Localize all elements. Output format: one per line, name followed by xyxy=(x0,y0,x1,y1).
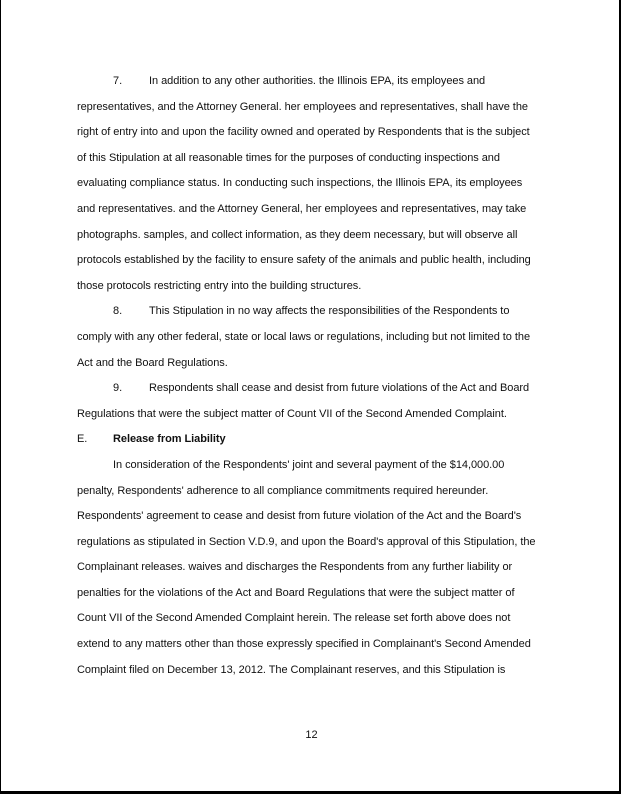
paragraph-line: Respondents' agreement to cease and desist from future violation of the Act and the Board's xyxy=(77,510,522,523)
paragraph-line: 9. Respondents shall cease and desist from future violations of the Act and Board xyxy=(77,376,553,402)
paragraph-7 xyxy=(77,69,553,299)
paragraph-number: 8. xyxy=(113,305,123,318)
section-letter: E. xyxy=(77,433,88,446)
paragraph-line: of this Stipulation at all reasonable times for the purposes of conducting inspections and xyxy=(77,151,500,164)
paragraph-line: penalties for the violations of the Act and Board Regulations that were the subject matter of xyxy=(77,586,515,599)
paragraph-line: protocols established by the facility to ensure safety of the animals and public health, including xyxy=(77,254,531,267)
scan-border-mark xyxy=(0,791,12,793)
paragraph-line: penalty, Respondents' adherence to all compliance commitments required hereunder. xyxy=(77,484,489,497)
paragraph-line: and representatives. and the Attorney General, her employees and representatives, may take xyxy=(77,202,527,215)
paragraph-line: representatives, and the Attorney General. her employees and representatives, shall have the xyxy=(77,100,528,113)
paragraph-line: In consideration of the Respondents' joint and several payment of the $14,000.00 xyxy=(113,458,505,471)
paragraph-line: Complaint filed on December 13, 2012. The Complainant reserves, and this Stipulation is xyxy=(77,663,506,676)
paragraph-9 xyxy=(77,376,553,427)
section-heading xyxy=(77,427,553,453)
section-title: Release from Liability xyxy=(113,433,226,446)
document-body xyxy=(77,69,553,683)
paragraph-line: photographs. samples, and collect information, as they deem necessary, but will observe all xyxy=(77,228,518,241)
release-paragraph xyxy=(77,453,553,683)
paragraph-line: comply with any other federal, state or local laws or regulations, including but not limited to the xyxy=(77,330,531,343)
paragraph-number: 9. xyxy=(113,382,123,395)
paragraph-line: right of entry into and upon the facility owned and operated by Respondents that is the subject xyxy=(77,126,530,139)
paragraph-line: Count VII of the Second Amended Complaint herein. The release set forth above does not xyxy=(77,612,511,625)
paragraph-line: 7. In addition to any other authorities. the Illinois EPA, its employees and xyxy=(77,69,553,95)
paragraph-line: Regulations that were the subject matter of Count VII of the Second Amended Complaint. xyxy=(77,407,507,420)
paragraph-8 xyxy=(77,299,553,376)
page-number: 12 xyxy=(305,729,318,741)
paragraph-line: extend to any matters other than those expressly specified in Complainant's Second Amended xyxy=(77,638,531,651)
paragraph-line: 8. This Stipulation in no way affects the responsibilities of the Respondents to xyxy=(77,299,553,325)
paragraph-line: those protocols restricting entry into the building structures. xyxy=(77,279,362,292)
paragraph-number: 7. xyxy=(113,75,123,87)
paragraph-line: Act and the Board Regulations. xyxy=(77,356,228,369)
paragraph-line: regulations as stipulated in Section V.D.9, and upon the Board's approval of this Stipulation, the xyxy=(77,535,536,548)
paragraph-line: Complainant releases. waives and discharges the Respondents from any further liability or xyxy=(77,561,513,574)
paragraph-line: evaluating compliance status. In conducting such inspections, the Illinois EPA, its employees xyxy=(77,177,523,190)
